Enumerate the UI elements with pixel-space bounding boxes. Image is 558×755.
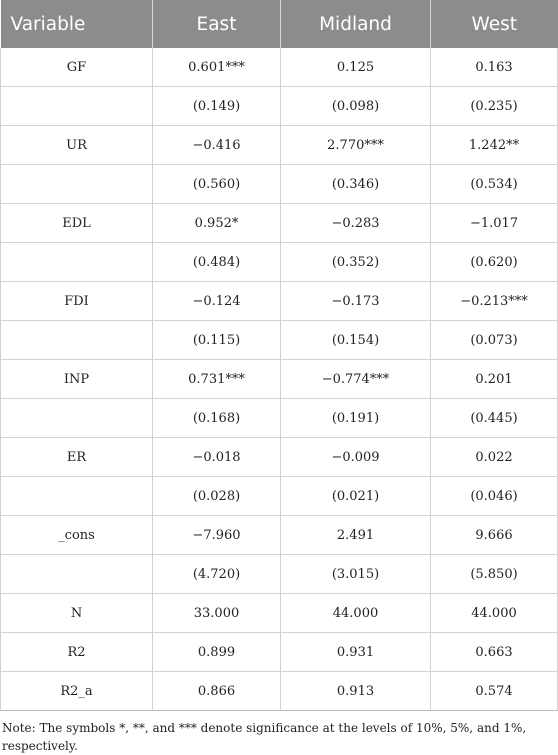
variable-cell: EDL [1, 204, 153, 243]
variable-cell: ER [1, 438, 153, 477]
table-row [1, 516, 558, 555]
west-cell: 0.574 [431, 672, 558, 711]
midland-cell: 44.000 [281, 594, 431, 633]
east-cell: −0.124 [153, 282, 281, 321]
variable-cell [1, 555, 153, 594]
east-cell: −0.416 [153, 126, 281, 165]
variable-cell: UR [1, 126, 153, 165]
midland-cell: 0.913 [281, 672, 431, 711]
east-cell: (0.168) [153, 399, 281, 438]
variable-cell [1, 477, 153, 516]
table-row [1, 477, 558, 516]
west-cell: (0.073) [431, 321, 558, 360]
table-row [1, 438, 558, 477]
table-row [1, 48, 558, 87]
variable-cell: FDI [1, 282, 153, 321]
header-row [1, 0, 558, 48]
east-cell: (4.720) [153, 555, 281, 594]
midland-cell: 0.125 [281, 48, 431, 87]
west-cell: (0.235) [431, 87, 558, 126]
header-east: East [153, 0, 281, 48]
west-cell: 9.666 [431, 516, 558, 555]
midland-cell: (0.098) [281, 87, 431, 126]
midland-cell: (0.021) [281, 477, 431, 516]
variable-cell [1, 165, 153, 204]
variable-cell [1, 87, 153, 126]
west-cell: 0.201 [431, 360, 558, 399]
east-cell: (0.028) [153, 477, 281, 516]
midland-cell: −0.774*** [281, 360, 431, 399]
west-cell: (0.046) [431, 477, 558, 516]
header-midland: Midland [281, 0, 431, 48]
west-cell: 1.242** [431, 126, 558, 165]
variable-cell: _cons [1, 516, 153, 555]
variable-cell: N [1, 594, 153, 633]
west-cell: 44.000 [431, 594, 558, 633]
west-cell: 0.022 [431, 438, 558, 477]
table-row [1, 87, 558, 126]
variable-cell [1, 399, 153, 438]
variable-cell: R2_a [1, 672, 153, 711]
midland-cell: (0.154) [281, 321, 431, 360]
table-body [1, 48, 558, 711]
table-row [1, 165, 558, 204]
variable-cell: GF [1, 48, 153, 87]
midland-cell: (0.346) [281, 165, 431, 204]
east-cell: 0.899 [153, 633, 281, 672]
table-row [1, 399, 558, 438]
west-cell: −1.017 [431, 204, 558, 243]
east-cell: (0.115) [153, 321, 281, 360]
table-note: Note: The symbols *, **, and *** denote significance at the levels of 10%, 5%, and 1%, respectively. [2, 721, 527, 753]
west-cell: −0.213*** [431, 282, 558, 321]
midland-cell: 0.931 [281, 633, 431, 672]
midland-cell: (3.015) [281, 555, 431, 594]
west-cell: 0.663 [431, 633, 558, 672]
east-cell: −0.018 [153, 438, 281, 477]
east-cell: 0.866 [153, 672, 281, 711]
east-cell: 0.952* [153, 204, 281, 243]
table-row [1, 321, 558, 360]
midland-cell: 2.770*** [281, 126, 431, 165]
table-row [1, 126, 558, 165]
west-cell: (0.620) [431, 243, 558, 282]
midland-cell: (0.191) [281, 399, 431, 438]
table-row [1, 555, 558, 594]
midland-cell: −0.283 [281, 204, 431, 243]
table-row [1, 360, 558, 399]
east-cell: (0.484) [153, 243, 281, 282]
west-cell: (0.534) [431, 165, 558, 204]
west-cell: (5.850) [431, 555, 558, 594]
west-cell: (0.445) [431, 399, 558, 438]
east-cell: 0.731*** [153, 360, 281, 399]
table-row [1, 282, 558, 321]
east-cell: (0.560) [153, 165, 281, 204]
table-row [1, 594, 558, 633]
west-cell: 0.163 [431, 48, 558, 87]
variable-cell: R2 [1, 633, 153, 672]
midland-cell: 2.491 [281, 516, 431, 555]
east-cell: (0.149) [153, 87, 281, 126]
variable-cell [1, 321, 153, 360]
header-variable: Variable [1, 0, 153, 48]
header-west: West [431, 0, 558, 48]
east-cell: 0.601*** [153, 48, 281, 87]
east-cell: −7.960 [153, 516, 281, 555]
table-row [1, 243, 558, 282]
east-cell: 33.000 [153, 594, 281, 633]
table-row [1, 672, 558, 711]
midland-cell: −0.173 [281, 282, 431, 321]
midland-cell: (0.352) [281, 243, 431, 282]
table-row [1, 633, 558, 672]
midland-cell: −0.009 [281, 438, 431, 477]
table-row [1, 204, 558, 243]
variable-cell [1, 243, 153, 282]
variable-cell: INP [1, 360, 153, 399]
